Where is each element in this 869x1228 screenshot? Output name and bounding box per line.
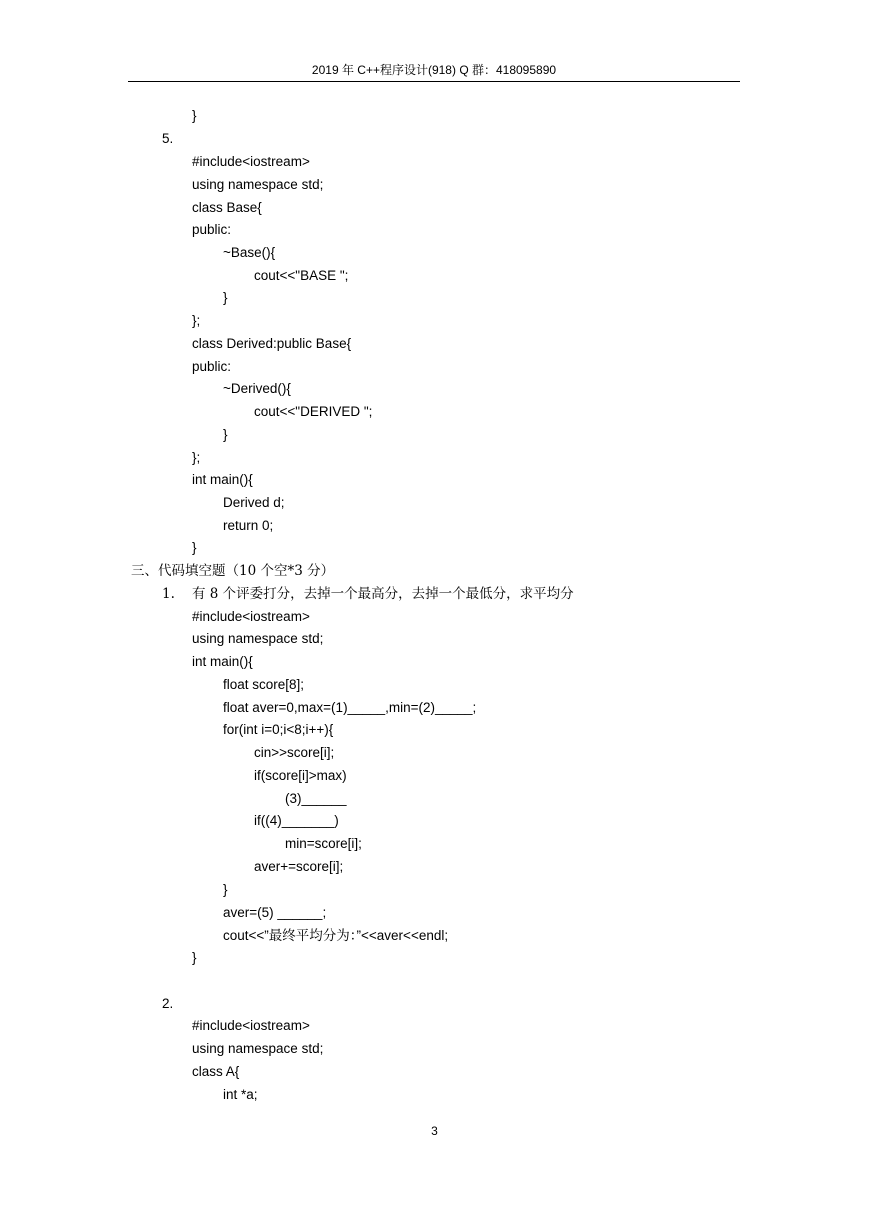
code-line: class Base{ <box>192 200 262 215</box>
code-line: return 0; <box>223 518 274 533</box>
code-line: cin>>score[i]; <box>254 745 335 760</box>
code-line: } <box>192 108 197 123</box>
page-header: 2019 年 C++程序设计(918) Q 群：418095890 <box>311 63 557 77</box>
page-number: 3 <box>431 1124 438 1138</box>
header-rule <box>128 81 740 82</box>
code-line: #include<iostream> <box>192 609 310 624</box>
code-line: class Derived:public Base{ <box>192 336 352 351</box>
code-line: #include<iostream> <box>192 154 310 169</box>
code-line: aver=(5) ______; <box>223 905 327 920</box>
code-line: float score[8]; <box>223 677 305 692</box>
code-line: }; <box>192 313 201 328</box>
question-number: 5. <box>162 131 174 146</box>
question-number: 2. <box>162 996 174 1011</box>
code-line: if((4)_______) <box>254 813 339 828</box>
code-line: float aver=0,max=(1)_____,min=(2)_____; <box>223 700 477 715</box>
code-line: cout<<"BASE "; <box>254 268 349 283</box>
code-line: class A{ <box>192 1064 240 1079</box>
code-line: int main(){ <box>192 472 253 487</box>
code-line: } <box>223 882 228 897</box>
question-prompt: 有 8 个评委打分，去掉一个最高分，去掉一个最低分，求平均分 <box>192 586 574 602</box>
code-line: }; <box>192 450 201 465</box>
question-number: 1. <box>162 586 175 602</box>
code-line: public: <box>192 359 232 374</box>
code-line: using namespace std; <box>192 177 324 192</box>
code-line: cout<<"DERIVED "; <box>254 404 373 419</box>
section-heading: 三、代码填空题（10 个空*3 分） <box>131 563 335 579</box>
code-line: if(score[i]>max) <box>254 768 347 783</box>
code-line: } <box>192 950 197 965</box>
code-line: #include<iostream> <box>192 1018 310 1033</box>
code-line: ~Derived(){ <box>223 381 291 396</box>
code-line: int *a; <box>223 1087 258 1102</box>
code-line: using namespace std; <box>192 631 324 646</box>
code-line: for(int i=0;i<8;i++){ <box>223 722 334 737</box>
code-line: } <box>192 540 197 555</box>
code-line: cout<<”最终平均分为：”<<aver<<endl; <box>223 928 449 943</box>
code-line: aver+=score[i]; <box>254 859 344 874</box>
code-line: Derived d; <box>223 495 285 510</box>
code-line: } <box>223 427 228 442</box>
code-line: int main(){ <box>192 654 253 669</box>
code-line: min=score[i]; <box>285 836 362 851</box>
code-line: (3)______ <box>285 791 347 806</box>
code-line: } <box>223 290 228 305</box>
code-line: using namespace std; <box>192 1041 324 1056</box>
code-line: ~Base(){ <box>223 245 276 260</box>
code-line: public: <box>192 222 232 237</box>
